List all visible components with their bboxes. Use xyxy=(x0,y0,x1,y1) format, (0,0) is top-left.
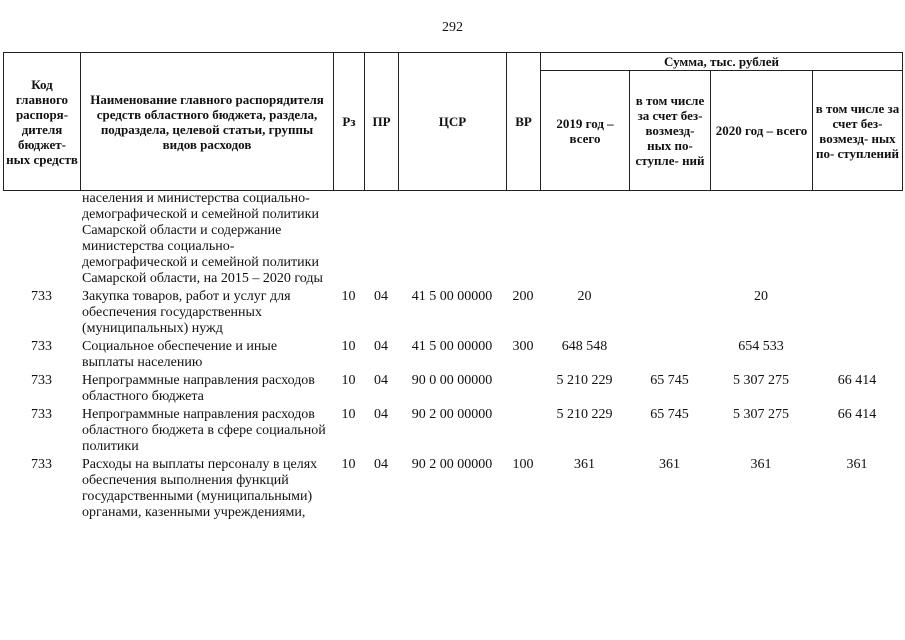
cell-csr xyxy=(398,190,506,288)
header-pr: ПР xyxy=(365,53,399,191)
cell-y2020-free: 66 414 xyxy=(837,373,877,388)
cell-y2019-free xyxy=(629,288,710,338)
cell-y2019-free: 65 745 xyxy=(650,373,689,388)
cell-name: Социальное обеспечение и иные выплаты населению xyxy=(82,339,278,370)
cell-y2020: 5 307 275 xyxy=(733,407,789,422)
cell-rz: 10 xyxy=(341,407,356,422)
table-row xyxy=(3,372,902,406)
page-number: 292 xyxy=(442,20,463,35)
cell-pr xyxy=(364,190,398,288)
cell-y2020-free xyxy=(812,338,902,372)
cell-y2019-free xyxy=(629,190,710,288)
cell-csr: 41 5 00 00000 xyxy=(411,339,493,354)
cell-y2020-free: 361 xyxy=(846,457,868,472)
cell-name: Непрограммные направления расходов областного бюджета в сфере социальной политики xyxy=(82,407,326,454)
cell-name: населения и министерства социально-демографической и семейной политики Самарской области и содержание министерства социально- демографической и семейной политики Самарской области, на 2015 – 2020 годы xyxy=(82,191,323,286)
cell-y2020: 20 xyxy=(754,289,768,304)
cell-pr: 04 xyxy=(374,457,388,472)
cell-pr: 04 xyxy=(374,407,388,422)
header-rz: Рз xyxy=(334,53,365,191)
cell-pr: 04 xyxy=(374,289,388,304)
cell-rz: 10 xyxy=(341,457,356,472)
cell-y2019-free xyxy=(629,338,710,372)
table-body xyxy=(3,190,902,522)
header-2019-free: в том числе за счет без- возмезд- ных по- ступле- ний xyxy=(630,71,711,191)
header-csr: ЦСР xyxy=(399,53,507,191)
header-name: Наименование главного распорядителя средств областного бюджета, раздела, подраздела, целевой статьи, группы видов расходов xyxy=(81,53,334,191)
cell-vr: 100 xyxy=(512,457,534,472)
cell-y2020: 361 xyxy=(750,457,772,472)
cell-y2019: 5 210 229 xyxy=(556,407,613,422)
cell-y2020-free xyxy=(812,288,902,338)
header-code: Код главного распоря- дителя бюджет- ных средств xyxy=(4,53,81,191)
cell-y2020: 654 533 xyxy=(738,339,784,354)
cell-rz xyxy=(333,190,364,288)
cell-rz: 10 xyxy=(341,289,356,304)
cell-y2020: 5 307 275 xyxy=(733,373,789,388)
header-sum: Сумма, тыс. рублей xyxy=(541,53,903,71)
cell-vr xyxy=(506,406,540,456)
cell-csr: 90 0 00 00000 xyxy=(411,373,493,388)
header-vr: ВР xyxy=(507,53,541,191)
cell-code: 733 xyxy=(31,457,52,472)
cell-name: Расходы на выплаты персоналу в целях обеспечения выполнения функций государственными (муниципальными) органами, казенными учреждениями, xyxy=(82,457,318,520)
cell-name: Непрограммные направления расходов областного бюджета xyxy=(82,373,315,404)
header-2020: 2020 год – всего xyxy=(711,71,813,191)
cell-pr: 04 xyxy=(374,373,388,388)
table-header xyxy=(3,52,903,191)
cell-code: 733 xyxy=(31,407,52,422)
cell-y2020-free: 66 414 xyxy=(837,407,877,422)
cell-vr: 200 xyxy=(512,289,534,304)
cell-rz: 10 xyxy=(341,339,356,354)
cell-y2020-free xyxy=(812,190,902,288)
cell-y2019 xyxy=(540,190,629,288)
cell-code: 733 xyxy=(31,289,52,304)
header-2019: 2019 год – всего xyxy=(541,71,630,191)
header-2020-free: в том числе за счет без- возмезд- ных по- ступлений xyxy=(813,71,903,191)
table-row xyxy=(3,288,902,338)
cell-y2019: 5 210 229 xyxy=(556,373,613,388)
table-row xyxy=(3,406,902,456)
cell-y2019-free: 65 745 xyxy=(650,407,689,422)
table-row xyxy=(3,338,902,372)
cell-name: Закупка товаров, работ и услуг для обеспечения государственных (муниципальных) нужд xyxy=(82,289,291,336)
cell-y2019-free: 361 xyxy=(659,457,680,472)
cell-code xyxy=(3,190,80,288)
cell-csr: 41 5 00 00000 xyxy=(411,289,493,304)
cell-code: 733 xyxy=(31,339,52,354)
table-row xyxy=(3,456,902,522)
cell-y2019: 648 548 xyxy=(561,339,608,354)
cell-pr: 04 xyxy=(374,339,388,354)
cell-vr xyxy=(506,190,540,288)
cell-vr xyxy=(506,372,540,406)
cell-csr: 90 2 00 00000 xyxy=(411,457,493,472)
cell-y2020 xyxy=(710,190,812,288)
cell-vr: 300 xyxy=(512,339,534,354)
cell-csr: 90 2 00 00000 xyxy=(411,407,493,422)
table-row xyxy=(3,190,902,288)
cell-rz: 10 xyxy=(341,373,356,388)
cell-y2019: 361 xyxy=(574,457,595,472)
cell-y2019: 20 xyxy=(577,289,592,304)
cell-code: 733 xyxy=(31,373,52,388)
